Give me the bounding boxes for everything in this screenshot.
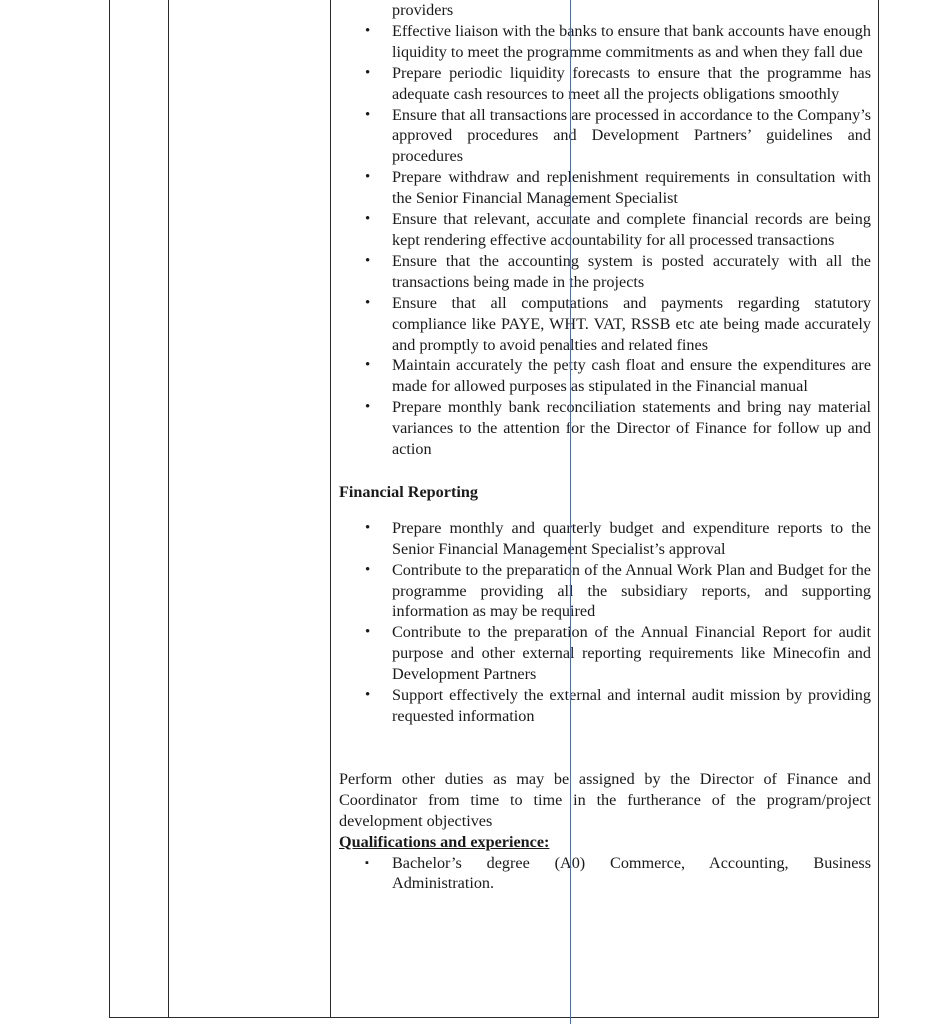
list-item-text: Ensure that all transactions are processed in accordance to the Company’s approved procedures and Development Partners’ guidelines and procedures — [392, 105, 871, 166]
list-item — [339, 622, 871, 685]
list-item — [339, 560, 871, 623]
list-item — [339, 167, 871, 209]
qualifications-list — [339, 853, 871, 895]
list-item-text: Ensure that relevant, accurate and complete financial records are being kept rendering effective accountability for all processed transactions — [392, 210, 871, 249]
list-item-text: Maintain accurately the petty cash float and ensure the expenditures are made for allowed purposes as stipulated in the Financial manual — [392, 356, 871, 396]
bullet-icon: • — [365, 357, 371, 374]
bullet-icon: • — [365, 22, 371, 39]
list-item-text: Prepare periodic liquidity forecasts to ensure that the programme has adequate cash resources to meet all the projects obligations smoothly — [392, 63, 871, 103]
financial-reporting-heading: Financial Reporting — [339, 482, 478, 501]
list-item-text: Ensure that all computations and payments regarding statutory compliance like PAYE, WHT. VAT, RSSB etc ate being made accurately and promptly to avoid penalties and related fines — [392, 293, 871, 354]
list-item — [339, 105, 871, 168]
list-item — [339, 853, 871, 895]
responsibilities-cell — [339, 0, 871, 894]
list-item — [339, 518, 871, 560]
bullet-icon: • — [365, 519, 371, 536]
bullet-icon: • — [365, 106, 371, 123]
list-item — [339, 685, 871, 727]
list-item-text: Ensure that the accounting system is posted accurately with all the transactions being made in the projects — [392, 251, 871, 291]
list-item — [339, 63, 871, 105]
list-item — [339, 21, 871, 63]
list-item — [339, 293, 871, 356]
list-item — [339, 397, 871, 460]
qualifications-heading: Qualifications and experience: — [339, 832, 550, 851]
list-item-text: Bachelor’s degree (A0) Commerce, Accounting, Business Administration. — [392, 853, 871, 893]
bullet-icon: • — [365, 169, 371, 186]
list-item-text: Prepare withdraw and replenishment requirements in consultation with the Senior Financial Management Specialist — [392, 168, 871, 208]
bullet-icon: • — [365, 64, 371, 81]
bullet-icon: • — [365, 561, 371, 578]
financial-reporting-list — [339, 518, 871, 727]
bullet-icon: • — [365, 687, 371, 704]
square-bullet-icon: ▪ — [365, 856, 369, 869]
list-item-text: Prepare monthly bank reconciliation statements and bring nay material variances to the attention for the Director of Finance for follow up and action — [392, 398, 871, 459]
bullet-icon: • — [365, 399, 371, 416]
bullet-icon: • — [365, 624, 371, 641]
list-item-text: Contribute to the preparation of the Annual Financial Report for audit purpose and other external reporting requirements like Minecofin and Development Partners — [392, 623, 871, 684]
table-column-divider-1 — [168, 0, 169, 1018]
bullet-icon: • — [365, 294, 371, 311]
list-item — [339, 209, 871, 251]
list-item — [339, 355, 871, 397]
other-duties-paragraph: Perform other duties as may be assigned by the Director of Finance and Coordinator from time to time in the furtherance of the program/project development objectives — [339, 769, 871, 830]
bullet-icon: • — [365, 252, 371, 269]
list-item-text: Support effectively the external and internal audit mission by providing requested information — [392, 686, 871, 725]
list-item — [339, 251, 871, 293]
scan-artifact-line — [570, 0, 571, 1024]
continued-text-fragment: providers — [392, 1, 454, 19]
liquidity-task-list — [339, 21, 871, 460]
list-item-text: Effective liaison with the banks to ensure that bank accounts have enough liquidity to meet the programme commitments as and when they fall due — [392, 21, 871, 61]
bullet-icon: • — [365, 211, 371, 228]
list-item-text: Contribute to the preparation of the Annual Work Plan and Budget for the programme providing all the subsidiary reports, and supporting information as may be required — [392, 560, 871, 621]
table-column-divider-2 — [330, 0, 331, 1018]
list-item-text: Prepare monthly and quarterly budget and expenditure reports to the Senior Financial Management Specialist’s approval — [392, 518, 871, 558]
